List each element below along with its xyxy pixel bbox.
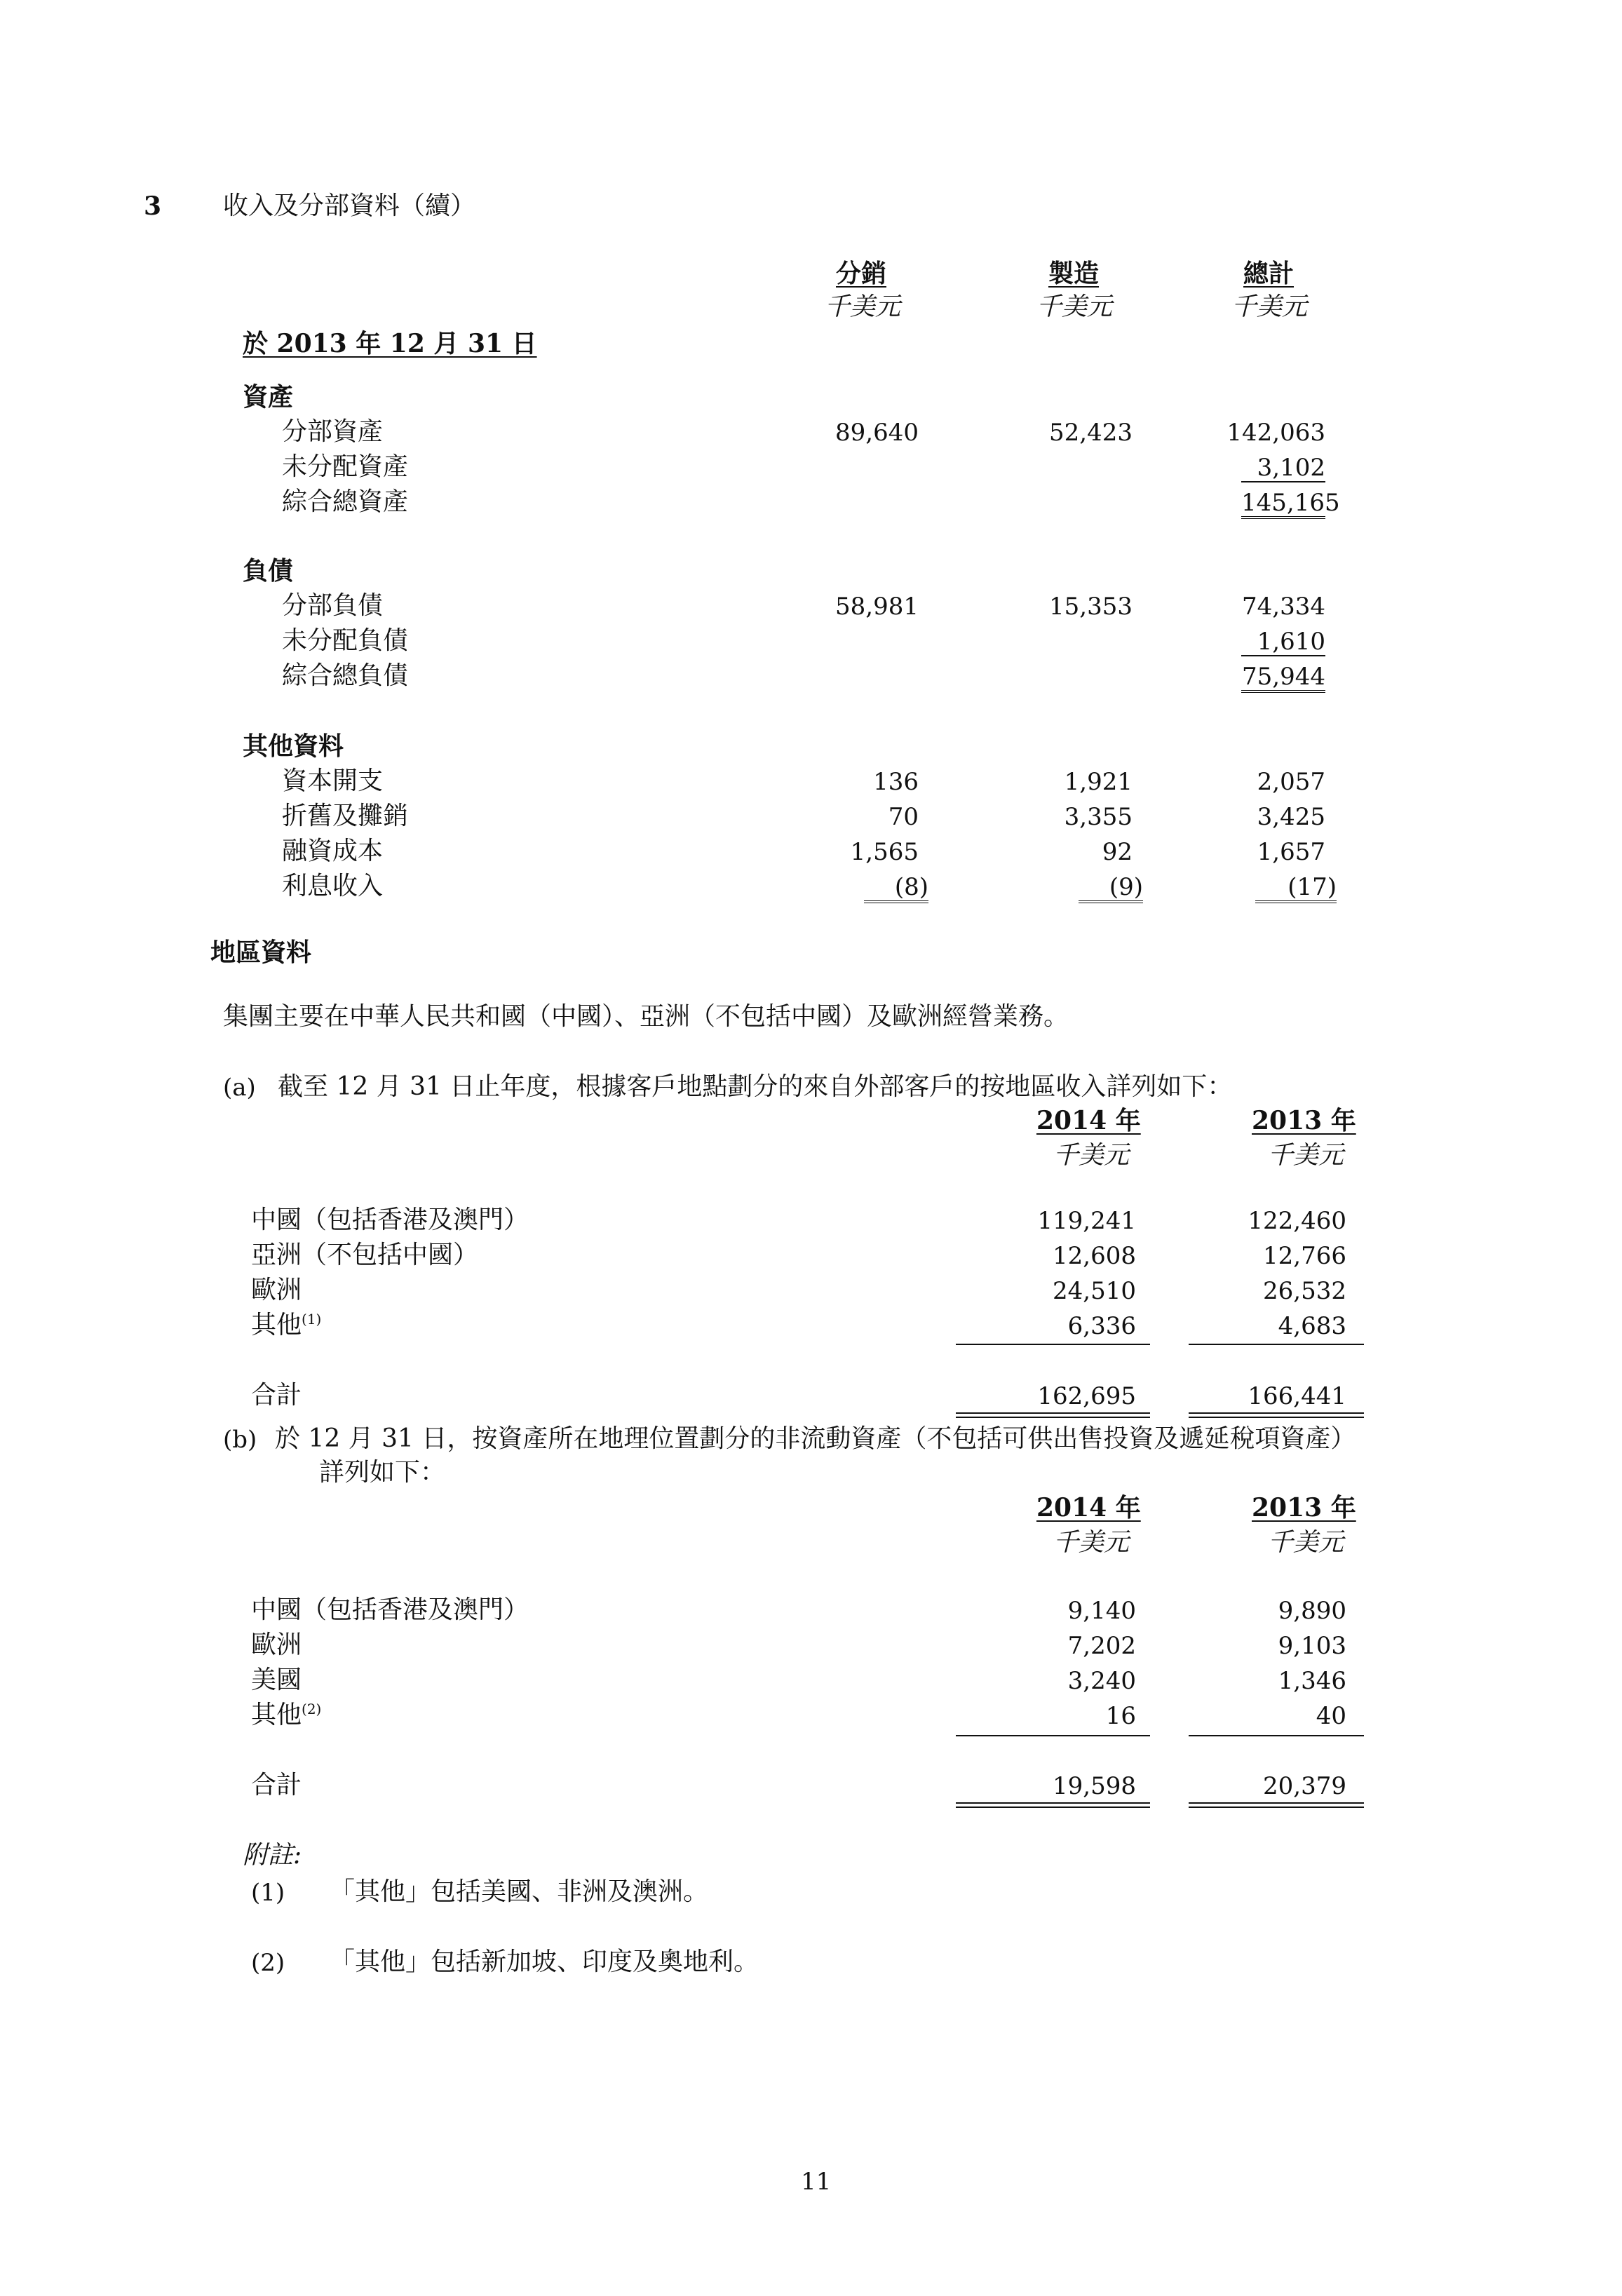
row-label-interest-income: 利息收入 bbox=[282, 872, 384, 900]
assets-heading: 資產 bbox=[243, 382, 294, 412]
a-subtotal-rule-2014 bbox=[956, 1344, 1150, 1345]
cell-segment-assets-dist: 89,640 bbox=[835, 419, 919, 447]
cell-consolidated-liabilities-total: 75,944 bbox=[1241, 665, 1325, 693]
b-cell-total-2014: 19,598 bbox=[1053, 1772, 1136, 1800]
a-unit-2013: 千美元 bbox=[1268, 1141, 1344, 1170]
b-cell-other-2014: 16 bbox=[1105, 1702, 1136, 1730]
cell-segment-liabilities-mfg: 15,353 bbox=[1049, 593, 1133, 621]
a-cell-europe-2014: 24,510 bbox=[1053, 1277, 1136, 1305]
cell-capex-total: 2,057 bbox=[1257, 768, 1325, 796]
segment-date-label: 於 2013 年 12 月 31 日 bbox=[243, 329, 537, 358]
a-row-label-china: 中國（包括香港及澳門） bbox=[251, 1206, 529, 1234]
unit-manufacturing: 千美元 bbox=[1036, 292, 1113, 321]
a-cell-asia-2014: 12,608 bbox=[1053, 1242, 1136, 1270]
row-label-consolidated-liabilities: 綜合總負債 bbox=[282, 661, 409, 690]
cell-interest-income-mfg: (9) bbox=[1079, 875, 1143, 903]
cell-interest-income-total: (17) bbox=[1255, 875, 1337, 903]
cell-segment-assets-mfg: 52,423 bbox=[1049, 419, 1133, 447]
a-row-label-europe: 歐洲 bbox=[251, 1276, 302, 1304]
cell-segment-assets-total: 142,063 bbox=[1226, 419, 1325, 447]
cell-capex-dist: 136 bbox=[873, 768, 919, 796]
b-cell-china-2013: 9,890 bbox=[1278, 1597, 1346, 1625]
cell-finance-costs-mfg: 92 bbox=[1102, 838, 1133, 866]
note-2-text: 「其他」包括新加坡、印度及奧地利。 bbox=[330, 1947, 759, 1976]
part-a-text: 截至 12 月 31 日止年度，根據客戶地點劃分的來自外部客戶的按地區收入詳列如下： bbox=[278, 1072, 1233, 1101]
a-cell-other-2013: 4,683 bbox=[1278, 1312, 1346, 1340]
row-label-segment-assets: 分部資產 bbox=[282, 417, 384, 446]
b-other-label-text: 其他 bbox=[251, 1701, 302, 1729]
cell-depreciation-dist: 70 bbox=[888, 803, 919, 831]
a-row-label-asia: 亞洲（不包括中國） bbox=[251, 1241, 479, 1269]
b-row-label-europe: 歐洲 bbox=[251, 1630, 302, 1659]
a-cell-china-2014: 119,241 bbox=[1037, 1207, 1136, 1235]
b-row-label-total: 合計 bbox=[251, 1771, 302, 1799]
b-total-rule-2013 bbox=[1189, 1802, 1364, 1808]
row-label-consolidated-assets: 綜合總資產 bbox=[282, 487, 409, 516]
b-row-label-usa: 美國 bbox=[251, 1666, 302, 1694]
row-label-finance-costs: 融資成本 bbox=[282, 837, 384, 865]
b-row-label-china: 中國（包括香港及澳門） bbox=[251, 1595, 529, 1624]
b-subtotal-rule-2013 bbox=[1189, 1735, 1364, 1736]
a-cell-total-2014: 162,695 bbox=[1037, 1382, 1136, 1410]
b-year-header-2013: 2013 年 bbox=[1252, 1493, 1356, 1522]
b-subtotal-rule-2014 bbox=[956, 1735, 1150, 1736]
section-title: 收入及分部資料（續） bbox=[223, 191, 476, 220]
note-2-marker: (2) bbox=[251, 1949, 285, 1977]
row-label-unallocated-liabilities: 未分配負債 bbox=[282, 626, 409, 655]
b-unit-2014: 千美元 bbox=[1053, 1528, 1130, 1557]
a-year-header-2013: 2013 年 bbox=[1252, 1106, 1356, 1135]
b-unit-2013: 千美元 bbox=[1268, 1528, 1344, 1557]
geo-intro: 集團主要在中華人民共和國（中國）、亞洲（不包括中國）及歐洲經營業務。 bbox=[223, 1002, 1069, 1031]
b-cell-total-2013: 20,379 bbox=[1263, 1772, 1346, 1800]
other-info-heading: 其他資料 bbox=[243, 731, 344, 761]
b-total-rule-2014 bbox=[956, 1802, 1150, 1808]
unit-distribution: 千美元 bbox=[825, 292, 901, 321]
b-row-label-other bbox=[251, 1703, 321, 1728]
part-b-marker: (b) bbox=[223, 1426, 257, 1454]
geo-heading: 地區資料 bbox=[210, 938, 312, 967]
row-label-segment-liabilities: 分部負債 bbox=[282, 591, 384, 620]
cell-finance-costs-dist: 1,565 bbox=[850, 838, 919, 866]
a-cell-other-2014: 6,336 bbox=[1067, 1312, 1136, 1340]
b-year-header-2014: 2014 年 bbox=[1036, 1493, 1141, 1522]
cell-unallocated-liabilities-total: 1,610 bbox=[1241, 630, 1325, 656]
row-label-depreciation: 折舊及攤銷 bbox=[282, 802, 409, 830]
row-label-unallocated-assets: 未分配資產 bbox=[282, 452, 409, 481]
a-other-label-text: 其他 bbox=[251, 1311, 302, 1339]
cell-unallocated-assets-total: 3,102 bbox=[1241, 456, 1325, 482]
liabilities-heading: 負債 bbox=[243, 556, 294, 586]
part-b-text-line1: 於 12 月 31 日，按資產所在地理位置劃分的非流動資產（不包括可供出售投資及遞延稅項資產） bbox=[275, 1424, 1356, 1453]
b-cell-usa-2014: 3,240 bbox=[1067, 1667, 1136, 1695]
cell-depreciation-mfg: 3,355 bbox=[1064, 803, 1133, 831]
unit-total: 千美元 bbox=[1231, 292, 1308, 321]
a-cell-china-2013: 122,460 bbox=[1248, 1207, 1346, 1235]
cell-depreciation-total: 3,425 bbox=[1257, 803, 1325, 831]
b-cell-europe-2013: 9,103 bbox=[1278, 1632, 1346, 1660]
notes-heading: 附註: bbox=[243, 1841, 302, 1870]
row-label-capex: 資本開支 bbox=[282, 767, 384, 795]
b-cell-europe-2014: 7,202 bbox=[1067, 1632, 1136, 1660]
note-1-text: 「其他」包括美國、非洲及澳洲。 bbox=[330, 1877, 709, 1906]
a-year-header-2014: 2014 年 bbox=[1036, 1106, 1141, 1135]
b-cell-china-2014: 9,140 bbox=[1067, 1597, 1136, 1625]
a-unit-2014: 千美元 bbox=[1053, 1141, 1130, 1170]
a-cell-asia-2013: 12,766 bbox=[1263, 1242, 1346, 1270]
cell-interest-income-dist: (8) bbox=[864, 875, 928, 903]
col-header-manufacturing: 製造 bbox=[1048, 259, 1100, 288]
a-total-rule-2013 bbox=[1189, 1412, 1364, 1418]
b-cell-usa-2013: 1,346 bbox=[1278, 1667, 1346, 1695]
note-1-marker: (1) bbox=[251, 1879, 285, 1907]
col-header-total: 總計 bbox=[1243, 259, 1295, 288]
a-row-label-other bbox=[251, 1313, 321, 1338]
b-other-footnote-ref: (2) bbox=[302, 1701, 322, 1717]
part-b-text-line2: 詳列如下： bbox=[319, 1458, 446, 1487]
cell-segment-liabilities-total: 74,334 bbox=[1242, 593, 1325, 621]
a-row-label-total: 合計 bbox=[251, 1381, 302, 1410]
page-number: 11 bbox=[801, 2168, 832, 2196]
a-cell-europe-2013: 26,532 bbox=[1263, 1277, 1346, 1305]
a-other-footnote-ref: (1) bbox=[302, 1311, 322, 1328]
b-cell-other-2013: 40 bbox=[1316, 1702, 1346, 1730]
col-header-distribution: 分銷 bbox=[836, 259, 887, 288]
a-subtotal-rule-2013 bbox=[1189, 1344, 1364, 1345]
cell-segment-liabilities-dist: 58,981 bbox=[835, 593, 919, 621]
cell-consolidated-assets-total: 145,165 bbox=[1241, 491, 1325, 519]
a-cell-total-2013: 166,441 bbox=[1248, 1382, 1346, 1410]
a-total-rule-2014 bbox=[956, 1412, 1150, 1418]
part-a-marker: (a) bbox=[223, 1074, 256, 1102]
cell-finance-costs-total: 1,657 bbox=[1257, 838, 1325, 866]
cell-capex-mfg: 1,921 bbox=[1064, 768, 1133, 796]
section-number: 3 bbox=[144, 191, 162, 221]
